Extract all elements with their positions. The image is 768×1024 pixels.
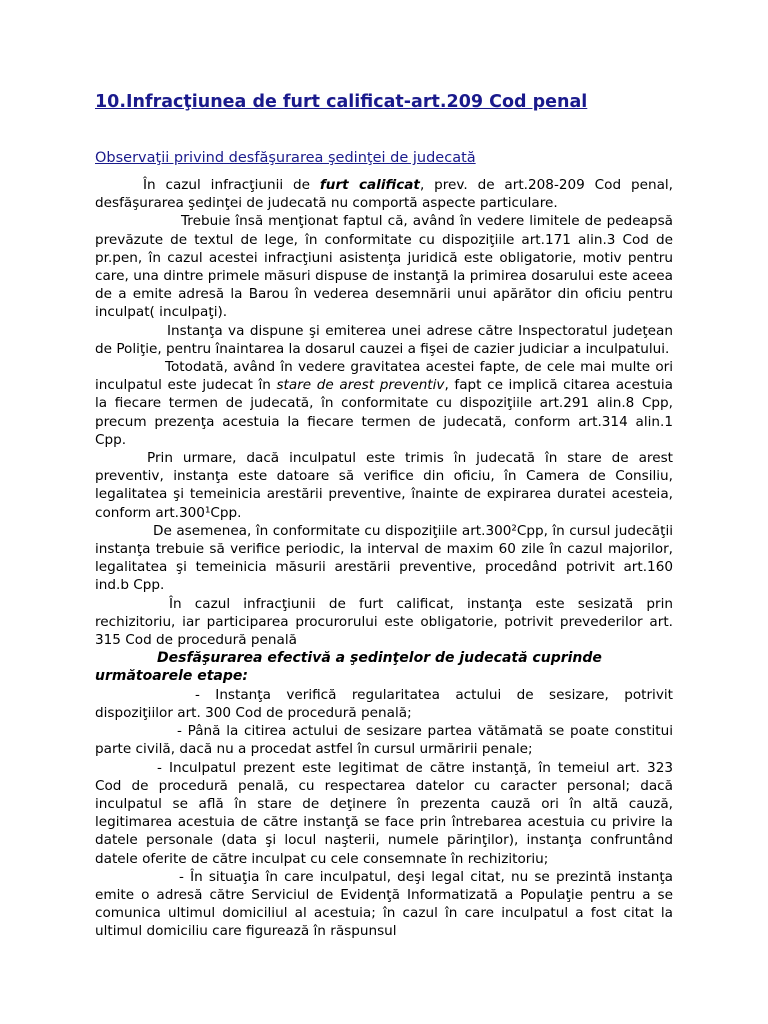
stages-heading: Desfăşurarea efectivă a şedinţelor de judecată cuprinde următoarele etape:	[95, 650, 602, 685]
paragraph-4-emphasis: stare de arest preventiv	[276, 377, 445, 394]
document-title: 10.Infracţiunea de furt calificat-art.209 Cod penal	[95, 92, 588, 112]
section-heading: Observaţii privind desfăşurarea şedinţei de judecată	[95, 150, 476, 166]
paragraph-1-emphasis: furt calificat	[319, 177, 420, 193]
paragraph-1-end: , prev. de art.208-209 Cod penal, desfăşurarea şedinţei de judecată nu comportă aspecte particulare.	[95, 177, 674, 212]
paragraph-4-end: , fapt ce implică citarea acestuia la fiecare termen de judecată, în conformitate cu dispoziţiile art.291 alin.8 Cpp, precum prezenţa acestuia la fiecare termen de judecată, conform art.314 alin.1 Cpp.	[95, 377, 673, 448]
paragraph-2: Trebuie însă menţionat faptul că, având în vedere limitele de pedeapsă prevăzute de textul de lege, în conformitate cu dispoziţiile art.171 alin.3 Cod de pr.pen, în cazul acestei infracţiuni asistenţa juridică este obligatorie, motiv pentru care, una dintre primele măsuri dispuse de instanţă la primirea dosarului este aceea de a emite adresă la Barou în vederea desemnării unui apărător din oficiu pentru inculpat( inculpaţi).	[95, 213, 673, 321]
stage-item: - Până la citirea actului de sesizare partea vătămată se poate constitui parte civilă, dacă nu a procedat astfel în cursul urmăririi penale;	[95, 723, 673, 758]
paragraph-1-start: În cazul infracţiunii de	[143, 177, 320, 193]
paragraph-1	[95, 176, 673, 212]
paragraph-3: Instanţa va dispune şi emiterea unei adrese către Inspectoratul judeţean de Poliţie, pentru înaintarea la dosarul cauzei a fişei de cazier judiciar a inculpatului.	[95, 322, 673, 357]
stage-item: - Inculpatul prezent este legitimat de către instanţă, în temeiul art. 323 Cod de procedură penală, cu respectarea datelor cu caracter personal; dacă inculpatul se află în stare de deţinere în prezenta cauză ori în altă cauză, legitimarea acestuia de către instanţă se face prin întrebarea acestuia cu privire la datele personale (data şi locul naşterii, numele părinţilor), instanţa confruntând datele oferite de către inculpat cu cele consemnate în rechizitoriu;	[95, 759, 673, 867]
paragraph-6: De asemenea, în conformitate cu dispoziţiile art.300²Cpp, în cursul judecăţii instanţa trebuie să verifice periodic, la interval de maxim 60 zile în cazul majorilor, legalitatea şi temeinicia măsurii arestării preventive, procedând potrivit art.160 ind.b Cpp.	[95, 522, 673, 594]
paragraph-4	[95, 358, 673, 449]
stage-item: - Instanţa verifică regularitatea actului de sesizare, potrivit dispoziţiilor art. 300 Cod de procedură penală;	[95, 686, 673, 721]
paragraph-7: În cazul infracţiunii de furt calificat, instanţa este sesizată prin rechizitoriu, iar participarea procurorului este obligatorie, potrivit prevederilor art. 315 Cod de procedură penală	[95, 595, 673, 649]
paragraph-4-start: Totodată, având în vedere gravitatea acestei fapte, de cele mai multe ori inculpatul este judecat în	[95, 359, 673, 394]
stage-item: - În situaţia în care inculpatul, deşi legal citat, nu se prezintă instanţa emite o adresă către Serviciul de Evidenţă Informatizată a Populaţie pentru a se comunica ultimul domiciliul al acestuia; în cazul în care inculpatul a fost citat la ultimul domiciliu care figurează în răspunsul	[95, 868, 673, 940]
paragraph-5: Prin urmare, dacă inculpatul este trimis în judecată în stare de arest preventiv, instanţa este datoare să verifice din oficiu, în Camera de Consiliu, legalitatea şi temeinicia arestării preventive, înainte de expirarea duratei acesteia, conform art.300¹Cpp.	[95, 450, 673, 521]
